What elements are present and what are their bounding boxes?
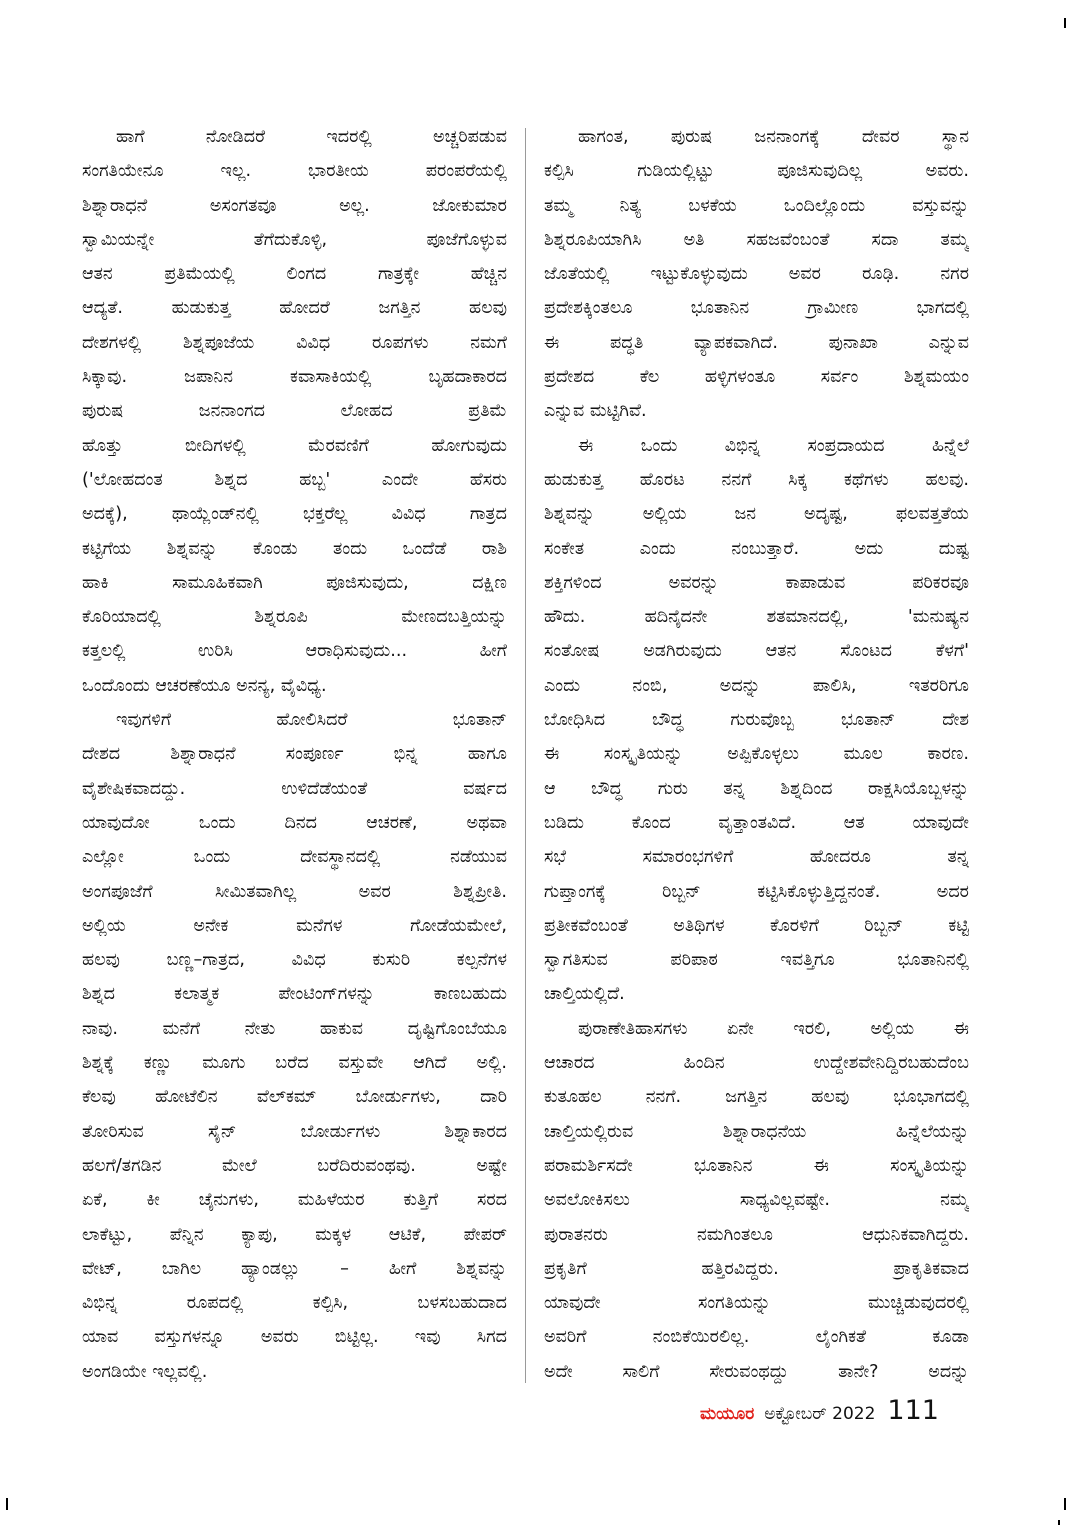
text-line: ಗುಪ್ತಾಂಗಕ್ಕೆ ರಿಬ್ಬನ್ ಕಟ್ಟಿಸಿಕೊಳ್ಳುತ್ತಿದ್ದನಂತೆ. ಅದರ: [544, 881, 969, 902]
text-line: ಹೊತ್ತು ಬೀದಿಗಳಲ್ಲಿ ಮೆರವಣಿಗೆ ಹೋಗುವುದು: [82, 435, 507, 456]
text-line: ಪ್ರಕೃತಿಗೆ ಹತ್ತಿರವಿದ್ದರು. ಪ್ರಾಕೃತಿಕವಾದ: [544, 1258, 969, 1279]
text-line: ತೋರಿಸುವ ಸೈನ್ ಬೋರ್ಡುಗಳು ಶಿಶ್ನಾಕಾರದ: [82, 1121, 507, 1142]
text-line: ಈ ಪದ್ಧತಿ ವ್ಯಾಪಕವಾಗಿದೆ. ಪುನಾಖಾ ಎನ್ನುವ: [544, 332, 969, 353]
text-line: ಅಲ್ಲಿಯ ಅನೇಕ ಮನೆಗಳ ಗೋಡೆಯಮೇಲೆ,: [82, 915, 507, 936]
text-line: ಪರಾಮರ್ಶಿಸದೇ ಭೂತಾನಿನ ಈ ಸಂಸ್ಕೃತಿಯನ್ನು: [544, 1155, 969, 1176]
text-line: ಈ ಒಂದು ವಿಭಿನ್ನ ಸಂಪ್ರದಾಯದ ಹಿನ್ನೆಲೆ: [578, 435, 969, 456]
text-line: ಕುತೂಹಲ ನನಗೆ. ಜಗತ್ತಿನ ಹಲವು ಭೂಭಾಗದಲ್ಲಿ: [544, 1087, 969, 1108]
text-line: ಆದ್ಯತೆ. ಹುಡುಕುತ್ತ ಹೋದರೆ ಜಗತ್ತಿನ ಹಲವು: [82, 298, 507, 319]
text-line: ನಾವು. ಮನೆಗೆ ನೇತು ಹಾಕುವ ದೃಷ್ಟಿಗೊಂಬೆಯೂ: [82, 1018, 507, 1039]
text-line: ಇವುಗಳಿಗೆ ಹೋಲಿಸಿದರೆ ಭೂತಾನ್: [116, 710, 507, 731]
text-line: ಸಂತೋಷ ಅಡಗಿರುವುದು ಆತನ ಸೊಂಟದ ಕೆಳಗೆ': [544, 641, 969, 662]
text-line: ಅಂಗಡಿಯೇ ಇಲ್ಲವಲ್ಲಿ.: [82, 1361, 208, 1382]
text-line: ಯಾವುದೇ ಸಂಗತಿಯನ್ನು ಮುಚ್ಚಿಡುವುದರಲ್ಲಿ: [544, 1293, 969, 1314]
text-line: ಶಿಶ್ನದ ಕಲಾತ್ಮಕ ಪೇಂಟಿಂಗ್‌ಗಳನ್ನು ಕಾಣಬಹುದು: [82, 984, 507, 1005]
text-line: ಅದಕ್ಕೆ), ಥಾಯ್ಲೆಂಡ್‌ನಲ್ಲಿ ಭಕ್ತರೆಲ್ಲ ವಿವಿಧ ಗಾತ್ರದ: [82, 504, 507, 525]
text-line: ಲಾಕೆಟ್ಟು, ಪೆನ್ನಿನ ಕ್ಯಾಪು, ಮಕ್ಕಳ ಆಟಿಕೆ, ಪೇಪರ್: [82, 1224, 507, 1245]
page-footer: [700, 1395, 939, 1429]
paragraph: [544, 120, 969, 429]
text-line: ಕತ್ತಲಲ್ಲಿ ಉರಿಸಿ ಆರಾಧಿಸುವುದು... ಹೀಗೆ: [82, 641, 507, 662]
text-line: ಹಲಗೆ/ತಗಡಿನ ಮೇಲೆ ಬರೆದಿರುವಂಥವು. ಅಷ್ಟೇ: [82, 1155, 507, 1176]
text-line: ಪುರುಷ ಜನನಾಂಗದ ಲೋಹದ ಪ್ರತಿಮೆ: [82, 401, 507, 422]
issue-date: ಅಕ್ಟೋಬರ್ 2022: [764, 1404, 876, 1424]
page-number: 111: [887, 1395, 939, 1426]
text-line: ಈ ಸಂಸ್ಕೃತಿಯನ್ನು ಅಪ್ಪಿಕೊಳ್ಳಲು ಮೂಲ ಕಾರಣ.: [544, 744, 969, 765]
text-line: ಪ್ರದೇಶಕ್ಕಿಂತಲೂ ಭೂತಾನಿನ ಗ್ರಾಮೀಣ ಭಾಗದಲ್ಲಿ: [544, 298, 969, 319]
text-line: ಕಲ್ಪಿಸಿ ಗುಡಿಯಲ್ಲಿಟ್ಟು ಪೂಜಿಸುವುದಿಲ್ಲ ಅವರು.: [544, 161, 969, 182]
text-line: ಆಚಾರದ ಹಿಂದಿನ ಉದ್ದೇಶವೇನಿದ್ದಿರಬಹುದೆಂಬ: [544, 1053, 969, 1074]
text-line: ತಮ್ಮ ನಿತ್ಯ ಬಳಕೆಯ ಒಂದಿಲ್ಲೊಂದು ವಸ್ತುವನ್ನು: [544, 195, 969, 216]
text-line: ದೇಶದ ಶಿಶ್ನಾರಾಧನೆ ಸಂಪೂರ್ಣ ಭಿನ್ನ ಹಾಗೂ: [82, 744, 507, 765]
text-line: ಹಾಕಿ ಸಾಮೂಹಿಕವಾಗಿ ಪೂಜಿಸುವುದು, ದಕ್ಷಿಣ: [82, 572, 507, 593]
text-line: ವಿಭಿನ್ನ ರೂಪದಲ್ಲಿ ಕಲ್ಪಿಸಿ, ಬಳಸಬಹುದಾದ: [82, 1293, 507, 1314]
text-line: ಹೌದು. ಹದಿನೈದನೇ ಶತಮಾನದಲ್ಲಿ, 'ಮನುಷ್ಯನ: [544, 607, 969, 628]
text-line: ಶಿಶ್ನರೂಪಿಯಾಗಿಸಿ ಅತಿ ಸಹಜವೆಂಬಂತೆ ಸದಾ ತಮ್ಮ: [544, 229, 969, 250]
text-line: ಯಾವ ವಸ್ತುಗಳನ್ನೂ ಅವರು ಬಿಟ್ಟಿಲ್ಲ. ಇವು ಸಿಗದ: [82, 1327, 507, 1348]
text-line: ಹಾಗಂತ, ಪುರುಷ ಜನನಾಂಗಕ್ಕೆ ದೇವರ ಸ್ಥಾನ: [578, 127, 969, 147]
magazine-name: ಮಯೂರ: [700, 1404, 755, 1424]
text-line: ಹಾಗೆ ನೋಡಿದರೆ ಇದರಲ್ಲಿ ಅಚ್ಚರಿಪಡುವ: [116, 127, 507, 147]
left-column: [82, 120, 507, 1389]
text-line: ವೈಶೇಷಿಕವಾದದ್ದು. ಉಳಿದೆಡೆಯಂತೆ ವರ್ಷದ: [82, 778, 507, 799]
text-line: ಜೊತೆಯಲ್ಲಿ ಇಟ್ಟುಕೊಳ್ಳುವುದು ಅವರ ರೂಢಿ. ನಗರ: [544, 264, 969, 285]
text-line: ಕೆಲವು ಹೋಟೆಲಿನ ವೆಲ್‌ಕಮ್ ಬೋರ್ಡುಗಳು, ದಾರಿ: [82, 1087, 507, 1108]
text-line: ಶಿಶ್ನವನ್ನು ಅಲ್ಲಿಯ ಜನ ಅದೃಷ್ಟ, ಫಲವತ್ತತೆಯ: [544, 504, 969, 525]
paragraph: [82, 120, 507, 703]
text-line: ಸಿಕ್ಕಾವು. ಜಪಾನಿನ ಕವಾಸಾಕಿಯಲ್ಲಿ ಬೃಹದಾಕಾರದ: [82, 367, 507, 388]
text-line: ಹಲವು ಬಣ್ಣ–ಗಾತ್ರದ, ವಿವಿಧ ಕುಸುರಿ ಕಲ್ಪನೆಗಳ: [82, 950, 507, 971]
text-line: ಪ್ರತೀಕವೆಂಬಂತೆ ಅತಿಥಿಗಳ ಕೊರಳಿಗೆ ರಿಬ್ಬನ್ ಕಟ್ಟಿ: [544, 915, 969, 936]
text-line: ಹುಡುಕುತ್ತ ಹೊರಟ ನನಗೆ ಸಿಕ್ಕ ಕಥೆಗಳು ಹಲವು.: [544, 469, 969, 490]
text-line: ಅಂಗಪೂಜೆಗೆ ಸೀಮಿತವಾಗಿಲ್ಲ ಅವರ ಶಿಶ್ನಪ್ರೀತಿ.: [82, 881, 507, 902]
text-line: ಶಕ್ತಿಗಳಿಂದ ಅವರನ್ನು ಕಾಪಾಡುವ ಪರಿಕರವೂ: [544, 572, 969, 593]
text-line: ('ಲೋಹದಂತ ಶಿಶ್ನದ ಹಬ್ಬ' ಎಂದೇ ಹೆಸರು: [82, 469, 507, 490]
text-line: ಸಂಗತಿಯೇನೂ ಇಲ್ಲ. ಭಾರತೀಯ ಪರಂಪರೆಯಲ್ಲಿ: [82, 161, 507, 182]
text-line: ಪುರಾತನರು ನಮಗಿಂತಲೂ ಆಧುನಿಕವಾಗಿದ್ದರು.: [544, 1224, 969, 1245]
text-line: ಪ್ರದೇಶದ ಕೆಲ ಹಳ್ಳಿಗಳಂತೂ ಸರ್ವಂ ಶಿಶ್ನಮಯಂ: [544, 367, 969, 388]
text-line: ಅವರಿಗೆ ನಂಬಿಕೆಯಿರಲಿಲ್ಲ. ಲೈಂಗಿಕತೆ ಕೂಡಾ: [544, 1327, 969, 1348]
crop-mark-bottom-left: [6, 1498, 8, 1510]
text-line: ಎಂದು ನಂಬಿ, ಅದನ್ನು ಪಾಲಿಸಿ, ಇತರರಿಗೂ: [544, 675, 969, 696]
text-line: ಸಭೆ ಸಮಾರಂಭಗಳಿಗೆ ಹೋದರೂ ತನ್ನ: [544, 847, 969, 868]
text-line: ಸ್ವಾಗತಿಸುವ ಪರಿಪಾಠ ಇವತ್ತಿಗೂ ಭೂತಾನಿನಲ್ಲಿ: [544, 950, 969, 971]
text-line: ಅದೇ ಸಾಲಿಗೆ ಸೇರುವಂಥದ್ದು ತಾನೇ? ಅದನ್ನು: [544, 1361, 969, 1382]
text-line: ಶಿಶ್ನಕ್ಕೆ ಕಣ್ಣು ಮೂಗು ಬರೆದ ವಸ್ತುವೇ ಆಗಿದೆ ಅಲ್ಲಿ.: [82, 1053, 507, 1074]
text-line: ಸ್ವಾಮಿಯನ್ನೇ ತೆಗೆದುಕೊಳ್ಳಿ, ಪೂಜೆಗೊಳ್ಳುವ: [82, 229, 507, 250]
text-line: ಸಂಕೇತ ಎಂದು ನಂಬುತ್ತಾರೆ. ಅದು ದುಷ್ಟ: [544, 538, 969, 559]
text-line: ಅವಲೋಕಿಸಲು ಸಾಧ್ಯವಿಲ್ಲವಷ್ಟೇ. ನಮ್ಮ: [544, 1190, 969, 1211]
paragraph: [544, 1012, 969, 1389]
crop-mark-top-right: [1064, 18, 1066, 28]
text-line: ಕಟ್ಟಿಗೆಯ ಶಿಶ್ನವನ್ನು ಕೊಂಡು ತಂದು ಒಂದೆಡೆ ರಾಶಿ: [82, 538, 507, 559]
article-body: [82, 120, 982, 1390]
text-line: ವೇಟ್, ಬಾಗಿಲ ಹ್ಯಾಂಡಲ್ಲು – ಹೀಗೆ ಶಿಶ್ನವನ್ನು: [82, 1258, 507, 1279]
text-line: ಪುರಾಣೇತಿಹಾಸಗಳು ಏನೇ ಇರಲಿ, ಅಲ್ಲಿಯ ಈ: [578, 1018, 969, 1039]
text-line: ದೇಶಗಳಲ್ಲಿ ಶಿಶ್ನಪೂಜೆಯ ವಿವಿಧ ರೂಪಗಳು ನಮಗೆ: [82, 332, 507, 353]
column-divider: [525, 128, 526, 1383]
right-column: [544, 120, 969, 1389]
text-line: ಎಲ್ಲೋ ಒಂದು ದೇವಸ್ಥಾನದಲ್ಲಿ ನಡೆಯುವ: [82, 847, 507, 868]
text-line: ಒಂದೊಂದು ಆಚರಣೆಯೂ ಅನನ್ಯ, ವೈವಿಧ್ಯ.: [82, 675, 327, 696]
text-line: ಆತನ ಪ್ರತಿಮೆಯಲ್ಲಿ ಲಿಂಗದ ಗಾತ್ರಕ್ಕೇ ಹೆಚ್ಚಿನ: [82, 264, 507, 285]
text-line: ಚಾಲ್ತಿಯಲ್ಲಿರುವ ಶಿಶ್ನಾರಾಧನೆಯ ಹಿನ್ನೆಲೆಯನ್ನು: [544, 1121, 969, 1142]
text-line: ಕೊರಿಯಾದಲ್ಲಿ ಶಿಶ್ನರೂಪಿ ಮೇಣದಬತ್ತಿಯನ್ನು: [82, 607, 507, 628]
crop-mark-bottom-mid: [1058, 1520, 1060, 1525]
text-line: ಆ ಬೌದ್ಧ ಗುರು ತನ್ನ ಶಿಶ್ನದಿಂದ ರಾಕ್ಷಸಿಯೊಬ್ಬಳನ್ನು: [544, 778, 969, 799]
text-line: ಬೋಧಿಸಿದ ಬೌದ್ಧ ಗುರುವೊಬ್ಬ ಭೂತಾನ್ ದೇಶ: [544, 710, 969, 731]
text-line: ಎನ್ನುವ ಮಟ್ಟಿಗಿವೆ.: [544, 401, 647, 422]
paragraph: [82, 703, 507, 1389]
crop-mark-bottom-right: [1064, 1498, 1066, 1510]
text-line: ಶಿಶ್ನಾರಾಧನೆ ಅಸಂಗತವೂ ಅಲ್ಲ. ಜೋಕುಮಾರ: [82, 195, 507, 216]
text-line: ಬಡಿದು ಕೊಂದ ವೃತ್ತಾಂತವಿದೆ. ಆತ ಯಾವುದೇ: [544, 812, 969, 833]
text-line: ಏಕೆ, ಕೀ ಚೈನುಗಳು, ಮಹಿಳೆಯರ ಕುತ್ತಿಗೆ ಸರದ: [82, 1190, 507, 1211]
text-line: ಚಾಲ್ತಿಯಲ್ಲಿದೆ.: [544, 984, 625, 1005]
paragraph: [544, 429, 969, 1012]
text-line: ಯಾವುದೋ ಒಂದು ದಿನದ ಆಚರಣೆ, ಅಥವಾ: [82, 812, 507, 833]
